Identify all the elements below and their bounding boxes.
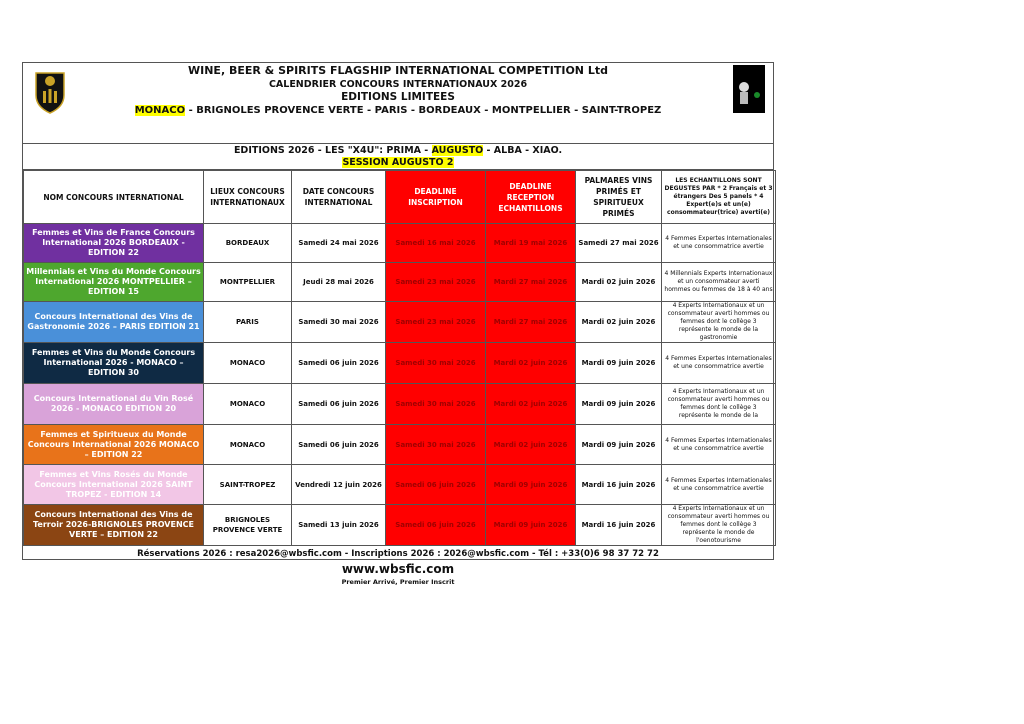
col-header-lieux: LIEUX CONCOURS INTERNATIONAUX	[204, 171, 292, 224]
table-row	[24, 384, 776, 425]
palmares-date: Mardi 09 juin 2026	[576, 425, 662, 465]
cities-line	[23, 104, 773, 117]
competition-date: Vendredi 12 juin 2026	[292, 465, 386, 505]
deadline-inscription: Samedi 23 mai 2026	[386, 302, 486, 343]
competition-name: Femmes et Spiritueux du Monde Concours International 2026 MONACO – EDITION 22	[24, 425, 204, 465]
table-row	[24, 343, 776, 384]
deadline-inscription: Samedi 16 mai 2026	[386, 224, 486, 263]
header	[23, 63, 773, 144]
competition-lieu: BRIGNOLES PROVENCE VERTE	[204, 505, 292, 546]
competition-lieu: SAINT-TROPEZ	[204, 465, 292, 505]
jury-description: 4 Experts Internationaux et un consommateur averti hommes ou femmes dont le collège 3 représente le monde de l'oenotourisme	[662, 505, 776, 546]
competition-lieu: MONTPELLIER	[204, 263, 292, 302]
palmares-date: Mardi 02 juin 2026	[576, 302, 662, 343]
deadline-inscription: Samedi 06 juin 2026	[386, 505, 486, 546]
calendar-sheet	[22, 62, 774, 586]
competition-table	[23, 170, 776, 546]
editions-title: EDITIONS LIMITEES	[341, 91, 455, 103]
competition-name: Femmes et Vins de France Concours International 2026 BORDEAUX - EDITION 22	[24, 224, 204, 263]
x4u-prefix: EDITIONS 2026 - LES "X4U": PRIMA -	[233, 145, 432, 156]
session-label: SESSION AUGUSTO 2	[342, 157, 454, 168]
competition-name: Concours International des Vins de Gastronomie 2026 – PARIS EDITION 21	[24, 302, 204, 343]
deadline-reception: Mardi 02 juin 2026	[486, 384, 576, 425]
wbs-shield-logo	[33, 69, 67, 115]
palmares-date: Mardi 16 juin 2026	[576, 505, 662, 546]
calendar-title: CALENDRIER CONCOURS INTERNATIONAUX 2026	[268, 79, 528, 90]
tagline: Premier Arrivé, Premier Inscrit	[341, 578, 455, 586]
table-row	[24, 263, 776, 302]
website-link[interactable]: www.wbsfic.com	[341, 562, 455, 576]
col-header-deadline-reception: DEADLINE RECEPTION ECHANTILLONS	[486, 171, 576, 224]
deadline-inscription: Samedi 30 mai 2026	[386, 384, 486, 425]
deadline-reception: Mardi 19 mai 2026	[486, 224, 576, 263]
palmares-date: Mardi 16 juin 2026	[576, 465, 662, 505]
jury-description: 4 Femmes Expertes Internationales et une consommatrice avertie	[662, 343, 776, 384]
contact-line: Réservations 2026 : resa2026@wbsfic.com - Inscriptions 2026 : 2026@wbsfic.com - Tél : +33(0)6 98 37 72 72	[137, 549, 659, 559]
jury-description: 4 Experts Internationaux et un consommateur averti hommes ou femmes dont le collège 3 représente le monde de la gastronomie	[662, 302, 776, 343]
deadline-reception: Mardi 09 juin 2026	[486, 505, 576, 546]
edition-band	[23, 144, 773, 170]
deadline-inscription: Samedi 06 juin 2026	[386, 465, 486, 505]
col-header-palmares: PALMARES VINS PRIMÉS ET SPIRITUEUX PRIMÉS	[576, 171, 662, 224]
competition-date: Samedi 30 mai 2026	[292, 302, 386, 343]
jury-description: 4 Femmes Expertes Internationales et une consommatrice avertie	[662, 465, 776, 505]
competition-name: Millennials et Vins du Monde Concours International 2026 MONTPELLIER – EDITION 15	[24, 263, 204, 302]
jury-description: 4 Femmes Expertes Internationales et une consommatrice avertie	[662, 425, 776, 465]
competition-lieu: MONACO	[204, 425, 292, 465]
competition-name: Femmes et Vins Rosés du Monde Concours International 2026 SAINT TROPEZ - EDITION 14	[24, 465, 204, 505]
competition-date: Samedi 06 juin 2026	[292, 384, 386, 425]
cities-highlight: MONACO	[134, 105, 186, 116]
company-title: WINE, BEER & SPIRITS FLAGSHIP INTERNATIONAL COMPETITION Ltd	[188, 64, 608, 77]
jury-description: 4 Experts Internationaux et un consommateur averti hommes ou femmes dont le collège 3 représente le monde de la	[662, 384, 776, 425]
competition-date: Jeudi 28 mai 2026	[292, 263, 386, 302]
competition-lieu: BORDEAUX	[204, 224, 292, 263]
portrait-photo	[733, 65, 765, 113]
palmares-date: Mardi 02 juin 2026	[576, 263, 662, 302]
deadline-reception: Mardi 09 juin 2026	[486, 465, 576, 505]
deadline-reception: Mardi 02 juin 2026	[486, 343, 576, 384]
competition-lieu: MONACO	[204, 343, 292, 384]
col-header-date: DATE CONCOURS INTERNATIONAL	[292, 171, 386, 224]
jury-description: 4 Femmes Expertes Internationales et une consommatrice avertie	[662, 224, 776, 263]
footer	[23, 546, 773, 587]
col-header-name: NOM CONCOURS INTERNATIONAL	[24, 171, 204, 224]
deadline-reception: Mardi 27 mai 2026	[486, 302, 576, 343]
deadline-reception: Mardi 02 juin 2026	[486, 425, 576, 465]
table-row	[24, 505, 776, 546]
competition-name: Femmes et Vins du Monde Concours International 2026 - MONACO – EDITION 30	[24, 343, 204, 384]
table-row	[24, 465, 776, 505]
deadline-inscription: Samedi 30 mai 2026	[386, 343, 486, 384]
table-header-row	[24, 171, 776, 224]
palmares-date: Mardi 09 juin 2026	[576, 384, 662, 425]
jury-description: 4 Millennials Experts Internationaux et un consommateur averti hommes ou femmes de 18 à 40 ans	[662, 263, 776, 302]
deadline-inscription: Samedi 23 mai 2026	[386, 263, 486, 302]
cities-rest: - BRIGNOLES PROVENCE VERTE - PARIS - BORDEAUX - MONTPELLIER - SAINT-TROPEZ	[185, 105, 662, 116]
competition-name: Concours International des Vins de Terroir 2026-BRIGNOLES PROVENCE VERTE – EDITION 22	[24, 505, 204, 546]
col-header-jury: LES ECHANTILLONS SONT DEGUSTES PAR * 2 Français et 3 étrangers Des 5 panels * 4 Expert(e)s et un(e) consommateur(trice) averti(e)	[662, 171, 776, 224]
x4u-line	[23, 144, 773, 157]
x4u-highlight: AUGUSTO	[431, 145, 484, 156]
palmares-date: Samedi 27 mai 2026	[576, 224, 662, 263]
competition-date: Samedi 24 mai 2026	[292, 224, 386, 263]
competition-date: Samedi 06 juin 2026	[292, 343, 386, 384]
competition-date: Samedi 06 juin 2026	[292, 425, 386, 465]
competition-lieu: PARIS	[204, 302, 292, 343]
competition-date: Samedi 13 juin 2026	[292, 505, 386, 546]
competition-name: Concours International du Vin Rosé 2026 - MONACO EDITION 20	[24, 384, 204, 425]
table-row	[24, 302, 776, 343]
competition-lieu: MONACO	[204, 384, 292, 425]
table-row	[24, 425, 776, 465]
x4u-suffix: - ALBA - XIAO.	[483, 145, 563, 156]
deadline-reception: Mardi 27 mai 2026	[486, 263, 576, 302]
deadline-inscription: Samedi 30 mai 2026	[386, 425, 486, 465]
palmares-date: Mardi 09 juin 2026	[576, 343, 662, 384]
col-header-deadline-inscription: DEADLINE INSCRIPTION	[386, 171, 486, 224]
table-row	[24, 224, 776, 263]
